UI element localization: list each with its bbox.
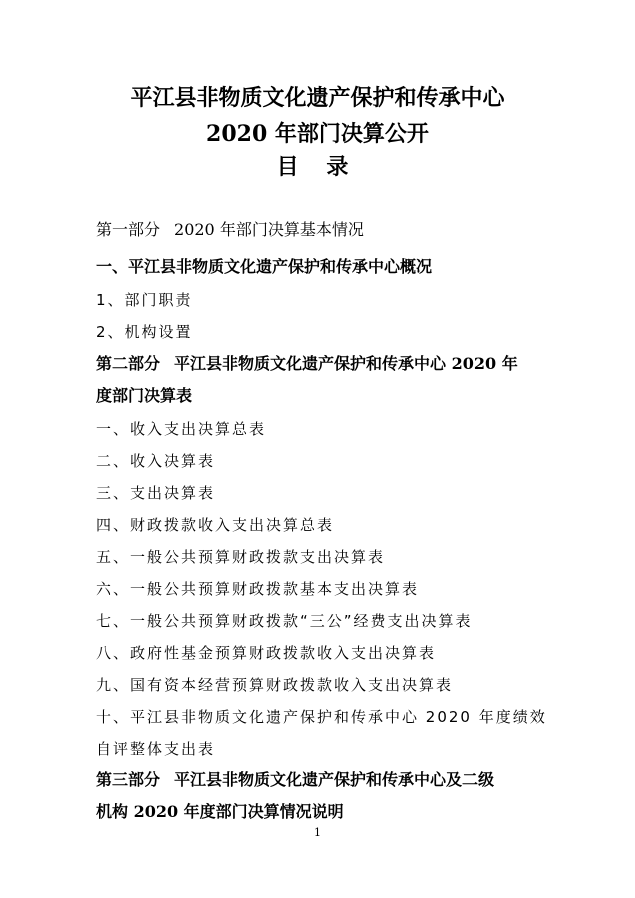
- title-line-2: 2020 年部门决算公开: [206, 121, 429, 147]
- toc-part2-item-7: 七、一般公共预算财政拨款“三公”经费支出决算表: [96, 612, 473, 630]
- toc-part3-text-line1: 平江县非物质文化遗产保护和传承中心及二级: [174, 770, 495, 789]
- toc-part2-item-10: 十、平江县非物质文化遗产保护和传承中心 2020 年度绩效: [96, 708, 547, 726]
- toc-part1-item-2: 2、机构设置: [96, 323, 193, 341]
- toc-part2-item-2: 二、收入决算表: [96, 452, 216, 470]
- toc-part2: [96, 354, 546, 374]
- toc-part2-item-6: 六、一般公共预算财政拨款基本支出决算表: [96, 580, 420, 598]
- title-line-3: 目 录: [276, 154, 359, 180]
- toc-part2-text-line2: 度部门决算表: [96, 386, 193, 405]
- toc-part2-item-1: 一、收入支出决算总表: [96, 420, 267, 438]
- toc-part1-section: 一、平江县非物质文化遗产保护和传承中心概况: [96, 257, 433, 276]
- toc-part2-item-8: 八、政府性基金预算财政拨款收入支出决算表: [96, 644, 437, 662]
- title-line-1: 平江县非物质文化遗产保护和传承中心: [130, 85, 505, 111]
- toc-part2-item-3: 三、支出决算表: [96, 484, 216, 502]
- toc-part3: [96, 770, 546, 790]
- toc-part2-item-9: 九、国有资本经营预算财政拨款收入支出决算表: [96, 676, 454, 694]
- toc-part2-item-10-cont: 自评整体支出表: [96, 740, 216, 758]
- toc-part3-label: 第三部分: [96, 770, 161, 789]
- toc-part2-item-5: 五、一般公共预算财政拨款支出决算表: [96, 548, 386, 566]
- toc-part1-label: 第一部分: [96, 220, 161, 239]
- toc-part1-item-1: 1、部门职责: [96, 291, 193, 309]
- toc-part3-text-line2: 机构 2020 年度部门决算情况说明: [96, 802, 344, 821]
- page-number: 1: [314, 826, 321, 839]
- toc-part1-text: 2020 年部门决算基本情况: [174, 220, 364, 239]
- toc-part2-text-line1: 平江县非物质文化遗产保护和传承中心 2020 年: [174, 354, 518, 373]
- toc-part2-item-4: 四、财政拨款收入支出决算总表: [96, 516, 335, 534]
- toc-part1: [96, 220, 546, 240]
- toc-part2-label: 第二部分: [96, 354, 161, 373]
